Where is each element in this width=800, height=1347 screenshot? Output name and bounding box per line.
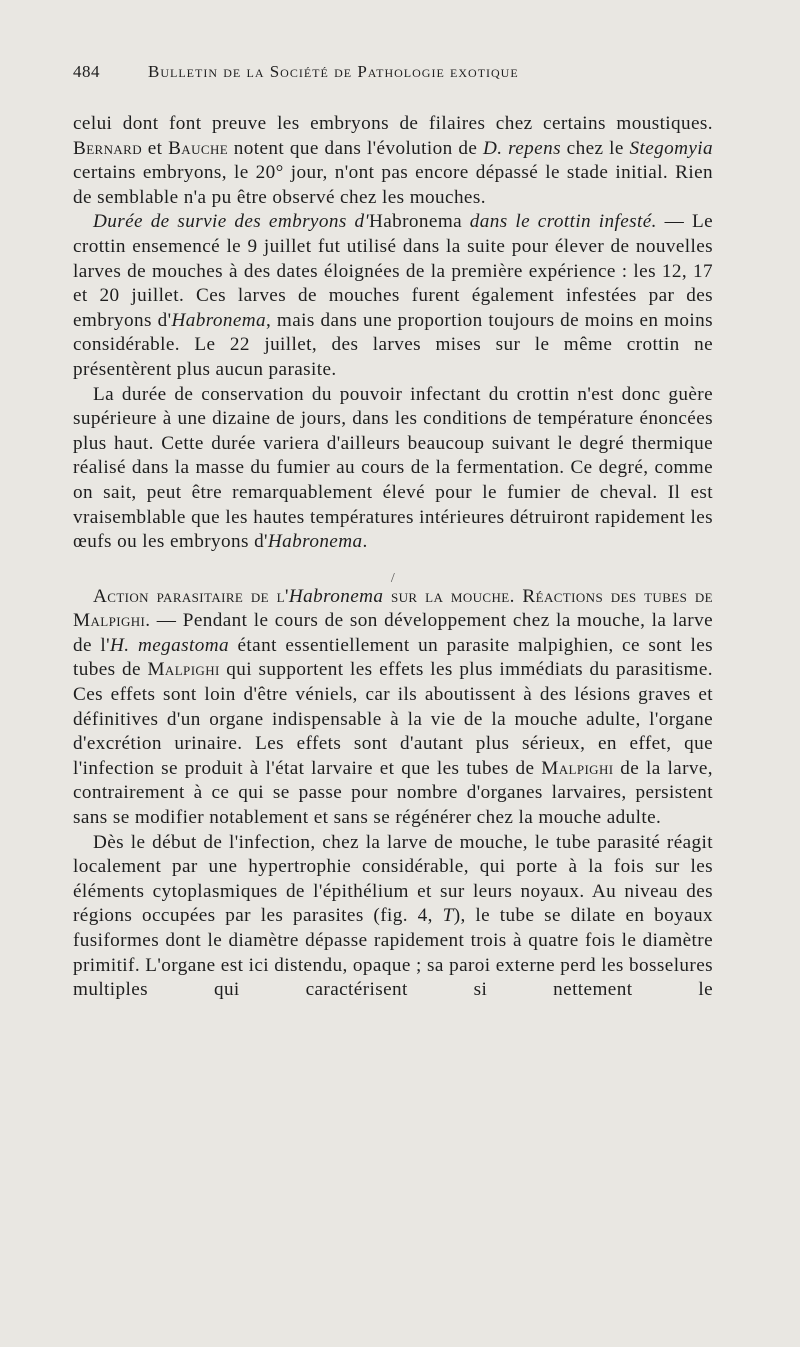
text: certains embryons, le 20° jour, n'ont pas encore dépassé le stade initial. Rien de semblable n'a pu être observé chez les mouches.: [73, 162, 713, 208]
genus-name: Habronema: [288, 585, 384, 607]
paragraph-2: [73, 210, 713, 382]
author-name: Malpighi: [541, 757, 614, 779]
genus-name: Habronema: [368, 211, 463, 233]
species-name: H. megastoma: [110, 634, 229, 656]
body-text: [73, 112, 713, 1003]
text: notent que dans l'évolution de: [228, 137, 483, 159]
text: qui supportent les effets les plus immédiats du parasitisme. Ces effets sont loin d'être véniels, car ils aboutissent à des lésions graves et définitives d'un organe indispensable à la vie de la mouche adulte, l'organe d'excrétion urinaire. Les effets sont d'autant plus sérieux, en effet, que l'infection se produit à l'état larvaire et que les tubes de: [73, 659, 713, 779]
text: Dès le début de l'infection, chez la larve de mouche, le tube parasité réagit localement par une hypertrophie considérable, qui porte à la fois sur les éléments cytoplasmiques de l'épithélium et sur leurs noyaux. Au niveau des régions occupées par les parasites (fig. 4,: [73, 831, 713, 927]
genus-name: Habronema: [171, 309, 267, 331]
text: chez le: [560, 137, 630, 159]
paragraph-3: [73, 383, 713, 555]
section-heading: sur la mouche. Réactions des tubes de Malpighi.: [73, 585, 713, 632]
genus-name: Stegomyia: [629, 137, 714, 159]
section-heading: Action parasitaire de l': [93, 585, 289, 607]
text: celui dont font preuve les embryons de filaires chez certains moustiques.: [73, 113, 713, 134]
ink-mark: /: [390, 570, 396, 586]
genus-name: Habronema: [267, 531, 363, 553]
text: — Pendant le cours de son développement chez la mouche, la larve de l': [73, 610, 713, 656]
text: , mais dans une proportion toujours de moins en moins considérable. Le 22 juillet, des larves mises sur le même crottin ne présentèrent plus aucun parasite.: [73, 309, 713, 380]
author-name: Bernard: [73, 137, 143, 159]
text: La durée de conservation du pouvoir infectant du crottin n'est donc guère supérieure à une dizaine de jours, dans les conditions de température énoncées plus haut. Cette durée variera d'ailleurs beaucoup suivant le degré thermique réalisé dans la masse du fumier au cours de la fermentation. Ce degré, comme on sait, peut être remarquablement élevé pour le fumier de cheval. Il est vraisemblable que les hautes températures intérieures détruiront rapidement les œufs ou les embryons d': [73, 383, 713, 553]
species-name: D. repens: [482, 137, 561, 159]
text: — Le crottin ensemencé le 9 juillet fut utilisé dans la suite pour élever de nouvelles larves de mouches à des dates éloignées de la première expérience : les 12, 17 et 20 juillet. Ces larves de mouches furent également infestées par des embryons d': [73, 211, 713, 331]
text: .: [362, 531, 368, 553]
text: ), le tube se dilate en boyaux fusiformes dont le diamètre dépasse rapidement trois à quatre fois le diamètre primitif. L'organe est ici distendu, opaque ; sa paroi externe perd les bosselures multiples qui caractérisent si nettement le: [73, 905, 713, 1001]
text: et: [142, 137, 169, 159]
section-heading: Durée de survie des embryons d': [93, 211, 369, 233]
section-heading: dans le crottin infesté.: [462, 211, 657, 233]
text: de la larve, contrairement à ce qui se passe pour nombre d'organes larvaires, persistent sans se modifier notablement et sans se régénérer chez la mouche adulte.: [73, 757, 713, 829]
paragraph-4: [73, 585, 713, 831]
paragraph-1: [73, 112, 713, 210]
text: étant essentiellement un parasite malpighien, ce sont les tubes de: [73, 634, 713, 681]
paragraph-5: [73, 831, 713, 1003]
author-name: Malpighi: [147, 659, 220, 681]
page-number: 484: [73, 62, 100, 81]
figure-reference: T: [442, 905, 454, 927]
author-name: Bauche: [168, 137, 229, 159]
running-title: Bulletin de la Société de Pathologie exotique: [148, 62, 519, 81]
